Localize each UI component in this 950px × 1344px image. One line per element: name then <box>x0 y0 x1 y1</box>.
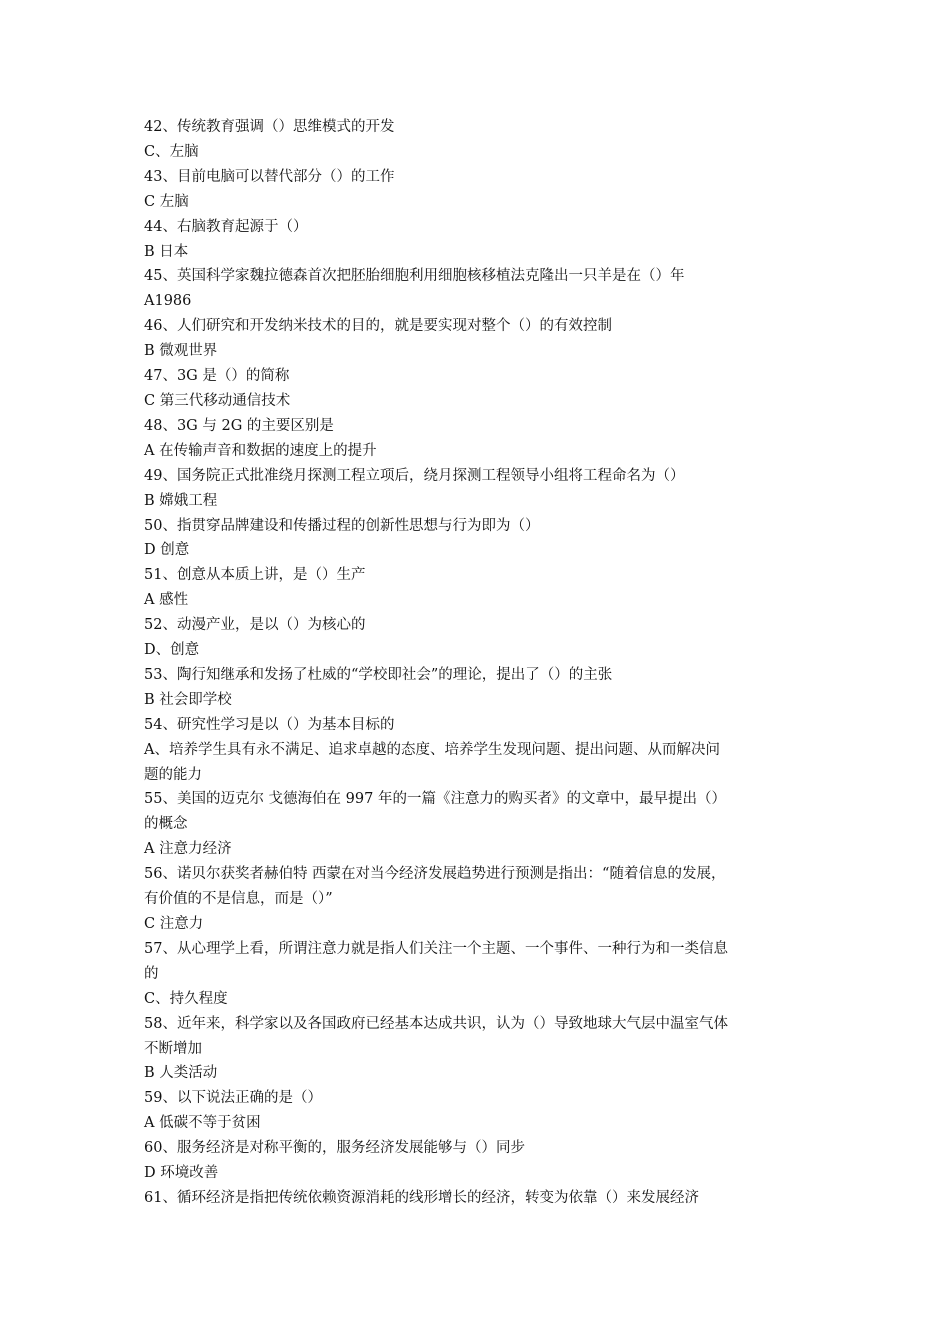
text-line: 题的能力 <box>144 766 202 783</box>
text-line: 50、指贯穿品牌建设和传播过程的创新性思想与行为即为（） <box>144 517 540 534</box>
text-line: C 左脑 <box>144 193 189 210</box>
text-line: 49、国务院正式批准绕月探测工程立项后，绕月探测工程领导小组将工程命名为（） <box>144 467 685 484</box>
text-line: 55、美国的迈克尔 戈德海伯在 997 年的一篇《注意力的购买者》的文章中，最早提出（） <box>144 791 726 808</box>
text-line: 46、人们研究和开发纳米技术的目的，就是要实现对整个（）的有效控制 <box>144 318 612 335</box>
text-line: D 环境改善 <box>144 1165 219 1182</box>
text-line: 60、服务经济是对称平衡的，服务经济发展能够与（）同步 <box>144 1140 525 1157</box>
text-line: 56、诺贝尔获奖者赫伯特 西蒙在对当今经济发展趋势进行预测是指出：“随着信息的发展， <box>144 866 726 883</box>
text-line: 47、3G 是（）的简称 <box>144 368 290 385</box>
text-line: D、创意 <box>144 642 200 659</box>
text-line: 42、传统教育强调（）思维模式的开发 <box>144 119 395 135</box>
text-line: 不断增加 <box>144 1040 202 1057</box>
text-line: 的 <box>144 965 159 982</box>
text-line: C 注意力 <box>144 916 204 932</box>
text-line: 59、以下说法正确的是（） <box>144 1090 322 1107</box>
text-line: C、左脑 <box>144 143 199 160</box>
text-line: 58、近年来，科学家以及各国政府已经基本达成共识，认为（）导致地球大气层中温室气体 <box>144 1015 728 1032</box>
text-line: B 社会即学校 <box>144 691 232 708</box>
text-line: 45、英国科学家魏拉德森首次把胚胎细胞利用细胞核移植法克隆出一只羊是在（）年 <box>144 268 685 285</box>
text-line: A 注意力经济 <box>144 841 232 858</box>
document-body <box>144 115 812 1211</box>
text-line: A 在传输声音和数据的速度上的提升 <box>144 442 377 459</box>
text-line: C 第三代移动通信技术 <box>144 392 291 409</box>
text-line: 有价值的不是信息，而是（）” <box>144 891 333 908</box>
text-line: A1986 <box>144 293 192 310</box>
text-line: A、培养学生具有永不满足、追求卓越的态度、培养学生发现问题、提出问题、从而解决问 <box>144 741 720 758</box>
text-line: B 日本 <box>144 243 189 260</box>
text-line: D 创意 <box>144 542 190 559</box>
text-line: B 嫦娥工程 <box>144 492 218 509</box>
text-line: B 人类活动 <box>144 1065 218 1082</box>
text-line: A 感性 <box>144 592 189 609</box>
text-line: C、持久程度 <box>144 990 228 1007</box>
text-line: 61、循环经济是指把传统依赖资源消耗的线形增长的经济，转变为依靠（）来发展经济 <box>144 1189 699 1206</box>
text-line: 53、陶行知继承和发扬了杜威的“学校即社会”的理论，提出了（）的主张 <box>144 666 613 683</box>
text-line: 51、创意从本质上讲，是（）生产 <box>144 567 366 584</box>
text-line: 54、研究性学习是以（）为基本目标的 <box>144 716 395 733</box>
text-line: 57、从心理学上看，所谓注意力就是指人们关注一个主题、一个事件、一种行为和一类信息 <box>144 940 728 957</box>
text-line: 52、动漫产业，是以（）为核心的 <box>144 617 366 634</box>
text-line: 48、3G 与 2G 的主要区别是 <box>144 417 334 434</box>
text-line: 43、目前电脑可以替代部分（）的工作 <box>144 168 395 185</box>
text-line: 44、右脑教育起源于（） <box>144 218 308 235</box>
text-line: A 低碳不等于贫困 <box>144 1115 261 1132</box>
text-line: 的概念 <box>144 816 188 833</box>
text-line: B 微观世界 <box>144 343 218 360</box>
